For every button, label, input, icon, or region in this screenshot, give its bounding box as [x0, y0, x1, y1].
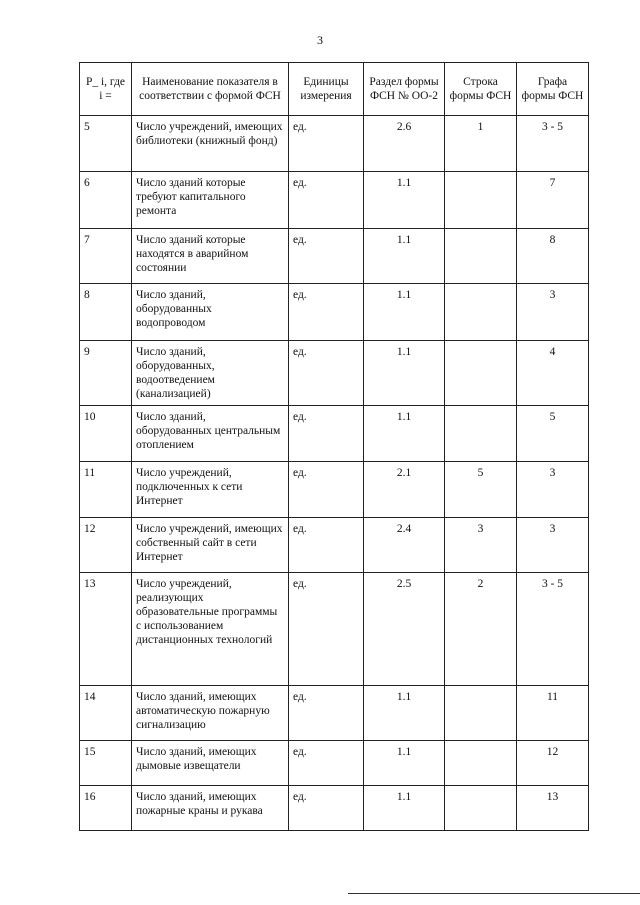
- form-column-cell: 3: [517, 462, 589, 518]
- indicator-name-cell: Число зданий, оборудованных водопроводом: [132, 284, 289, 341]
- form-section-cell: 1.1: [364, 786, 445, 831]
- indicator-name-cell: Число учреждений, имеющих собственный сайт в сети Интернет: [132, 518, 289, 573]
- form-column-cell: 3 - 5: [517, 573, 589, 686]
- scan-edge-line: [348, 893, 640, 894]
- form-section-cell: 1.1: [364, 406, 445, 462]
- unit-cell: ед.: [289, 786, 364, 831]
- table-row: [80, 573, 589, 686]
- table-row: [80, 786, 589, 831]
- row-index-cell: 14: [80, 686, 132, 741]
- table-row: [80, 116, 589, 172]
- unit-cell: ед.: [289, 406, 364, 462]
- indicator-name-cell: Число учреждений, реализующих образовательные программы с использованием дистанционных технологий: [132, 573, 289, 686]
- unit-cell: ед.: [289, 229, 364, 284]
- row-index-cell: 16: [80, 786, 132, 831]
- form-line-cell: [445, 786, 517, 831]
- unit-cell: ед.: [289, 284, 364, 341]
- form-line-cell: [445, 686, 517, 741]
- table-row: [80, 741, 589, 786]
- unit-cell: ед.: [289, 518, 364, 573]
- form-section-cell: 1.1: [364, 172, 445, 229]
- indicator-name-cell: Число зданий, имеющих пожарные краны и рукава: [132, 786, 289, 831]
- form-line-cell: [445, 229, 517, 284]
- form-column-cell: 4: [517, 341, 589, 406]
- row-index-cell: 7: [80, 229, 132, 284]
- table-row: [80, 406, 589, 462]
- form-section-cell: 1.1: [364, 341, 445, 406]
- form-section-cell: 2.5: [364, 573, 445, 686]
- header-index: P_ i, где i =: [80, 63, 132, 116]
- form-line-cell: [445, 741, 517, 786]
- row-index-cell: 9: [80, 341, 132, 406]
- form-section-cell: 1.1: [364, 686, 445, 741]
- form-section-cell: 1.1: [364, 229, 445, 284]
- indicator-name-cell: Число зданий, оборудованных, водоотведением (канализацией): [132, 341, 289, 406]
- form-line-cell: [445, 406, 517, 462]
- page-number: 3: [317, 33, 323, 47]
- form-line-cell: [445, 172, 517, 229]
- indicator-name-cell: Число зданий которые требуют капитального ремонта: [132, 172, 289, 229]
- form-section-cell: 1.1: [364, 284, 445, 341]
- form-section-cell: 2.6: [364, 116, 445, 172]
- row-index-cell: 8: [80, 284, 132, 341]
- form-line-cell: [445, 341, 517, 406]
- indicator-name-cell: Число учреждений, имеющих библиотеки (книжный фонд): [132, 116, 289, 172]
- indicator-name-cell: Число зданий, имеющих автоматическую пожарную сигнализацию: [132, 686, 289, 741]
- table-row: [80, 341, 589, 406]
- row-index-cell: 6: [80, 172, 132, 229]
- header-line: Строка формы ФСН: [445, 63, 517, 116]
- table-row: [80, 686, 589, 741]
- form-line-cell: [445, 284, 517, 341]
- form-column-cell: 5: [517, 406, 589, 462]
- unit-cell: ед.: [289, 462, 364, 518]
- form-column-cell: 8: [517, 229, 589, 284]
- table-header-row: [80, 63, 589, 116]
- form-column-cell: 11: [517, 686, 589, 741]
- form-line-cell: 5: [445, 462, 517, 518]
- unit-cell: ед.: [289, 741, 364, 786]
- form-column-cell: 3: [517, 518, 589, 573]
- indicator-name-cell: Число зданий, оборудованных центральным отоплением: [132, 406, 289, 462]
- indicator-name-cell: Число учреждений, подключенных к сети Интернет: [132, 462, 289, 518]
- form-section-cell: 2.4: [364, 518, 445, 573]
- table-row: [80, 284, 589, 341]
- indicator-name-cell: Число зданий, имеющих дымовые извещатели: [132, 741, 289, 786]
- table-row: [80, 462, 589, 518]
- header-units: Единицы измерения: [289, 63, 364, 116]
- unit-cell: ед.: [289, 116, 364, 172]
- form-column-cell: 12: [517, 741, 589, 786]
- unit-cell: ед.: [289, 172, 364, 229]
- unit-cell: ед.: [289, 341, 364, 406]
- form-column-cell: 3: [517, 284, 589, 341]
- form-column-cell: 7: [517, 172, 589, 229]
- form-line-cell: 1: [445, 116, 517, 172]
- indicator-name-cell: Число зданий которые находятся в аварийном состоянии: [132, 229, 289, 284]
- header-section: Раздел формы ФСН № ОО-2: [364, 63, 445, 116]
- row-index-cell: 5: [80, 116, 132, 172]
- form-line-cell: 2: [445, 573, 517, 686]
- row-index-cell: 12: [80, 518, 132, 573]
- form-column-cell: 13: [517, 786, 589, 831]
- form-section-cell: 2.1: [364, 462, 445, 518]
- table-row: [80, 229, 589, 284]
- row-index-cell: 13: [80, 573, 132, 686]
- row-index-cell: 10: [80, 406, 132, 462]
- form-section-cell: 1.1: [364, 741, 445, 786]
- unit-cell: ед.: [289, 686, 364, 741]
- row-index-cell: 11: [80, 462, 132, 518]
- table-row: [80, 518, 589, 573]
- row-index-cell: 15: [80, 741, 132, 786]
- header-indicator-name: Наименование показателя в соответствии с формой ФСН: [132, 63, 289, 116]
- form-line-cell: 3: [445, 518, 517, 573]
- unit-cell: ед.: [289, 573, 364, 686]
- table-row: [80, 172, 589, 229]
- fsn-indicators-table: [79, 62, 589, 831]
- header-column: Графа формы ФСН: [517, 63, 589, 116]
- form-column-cell: 3 - 5: [517, 116, 589, 172]
